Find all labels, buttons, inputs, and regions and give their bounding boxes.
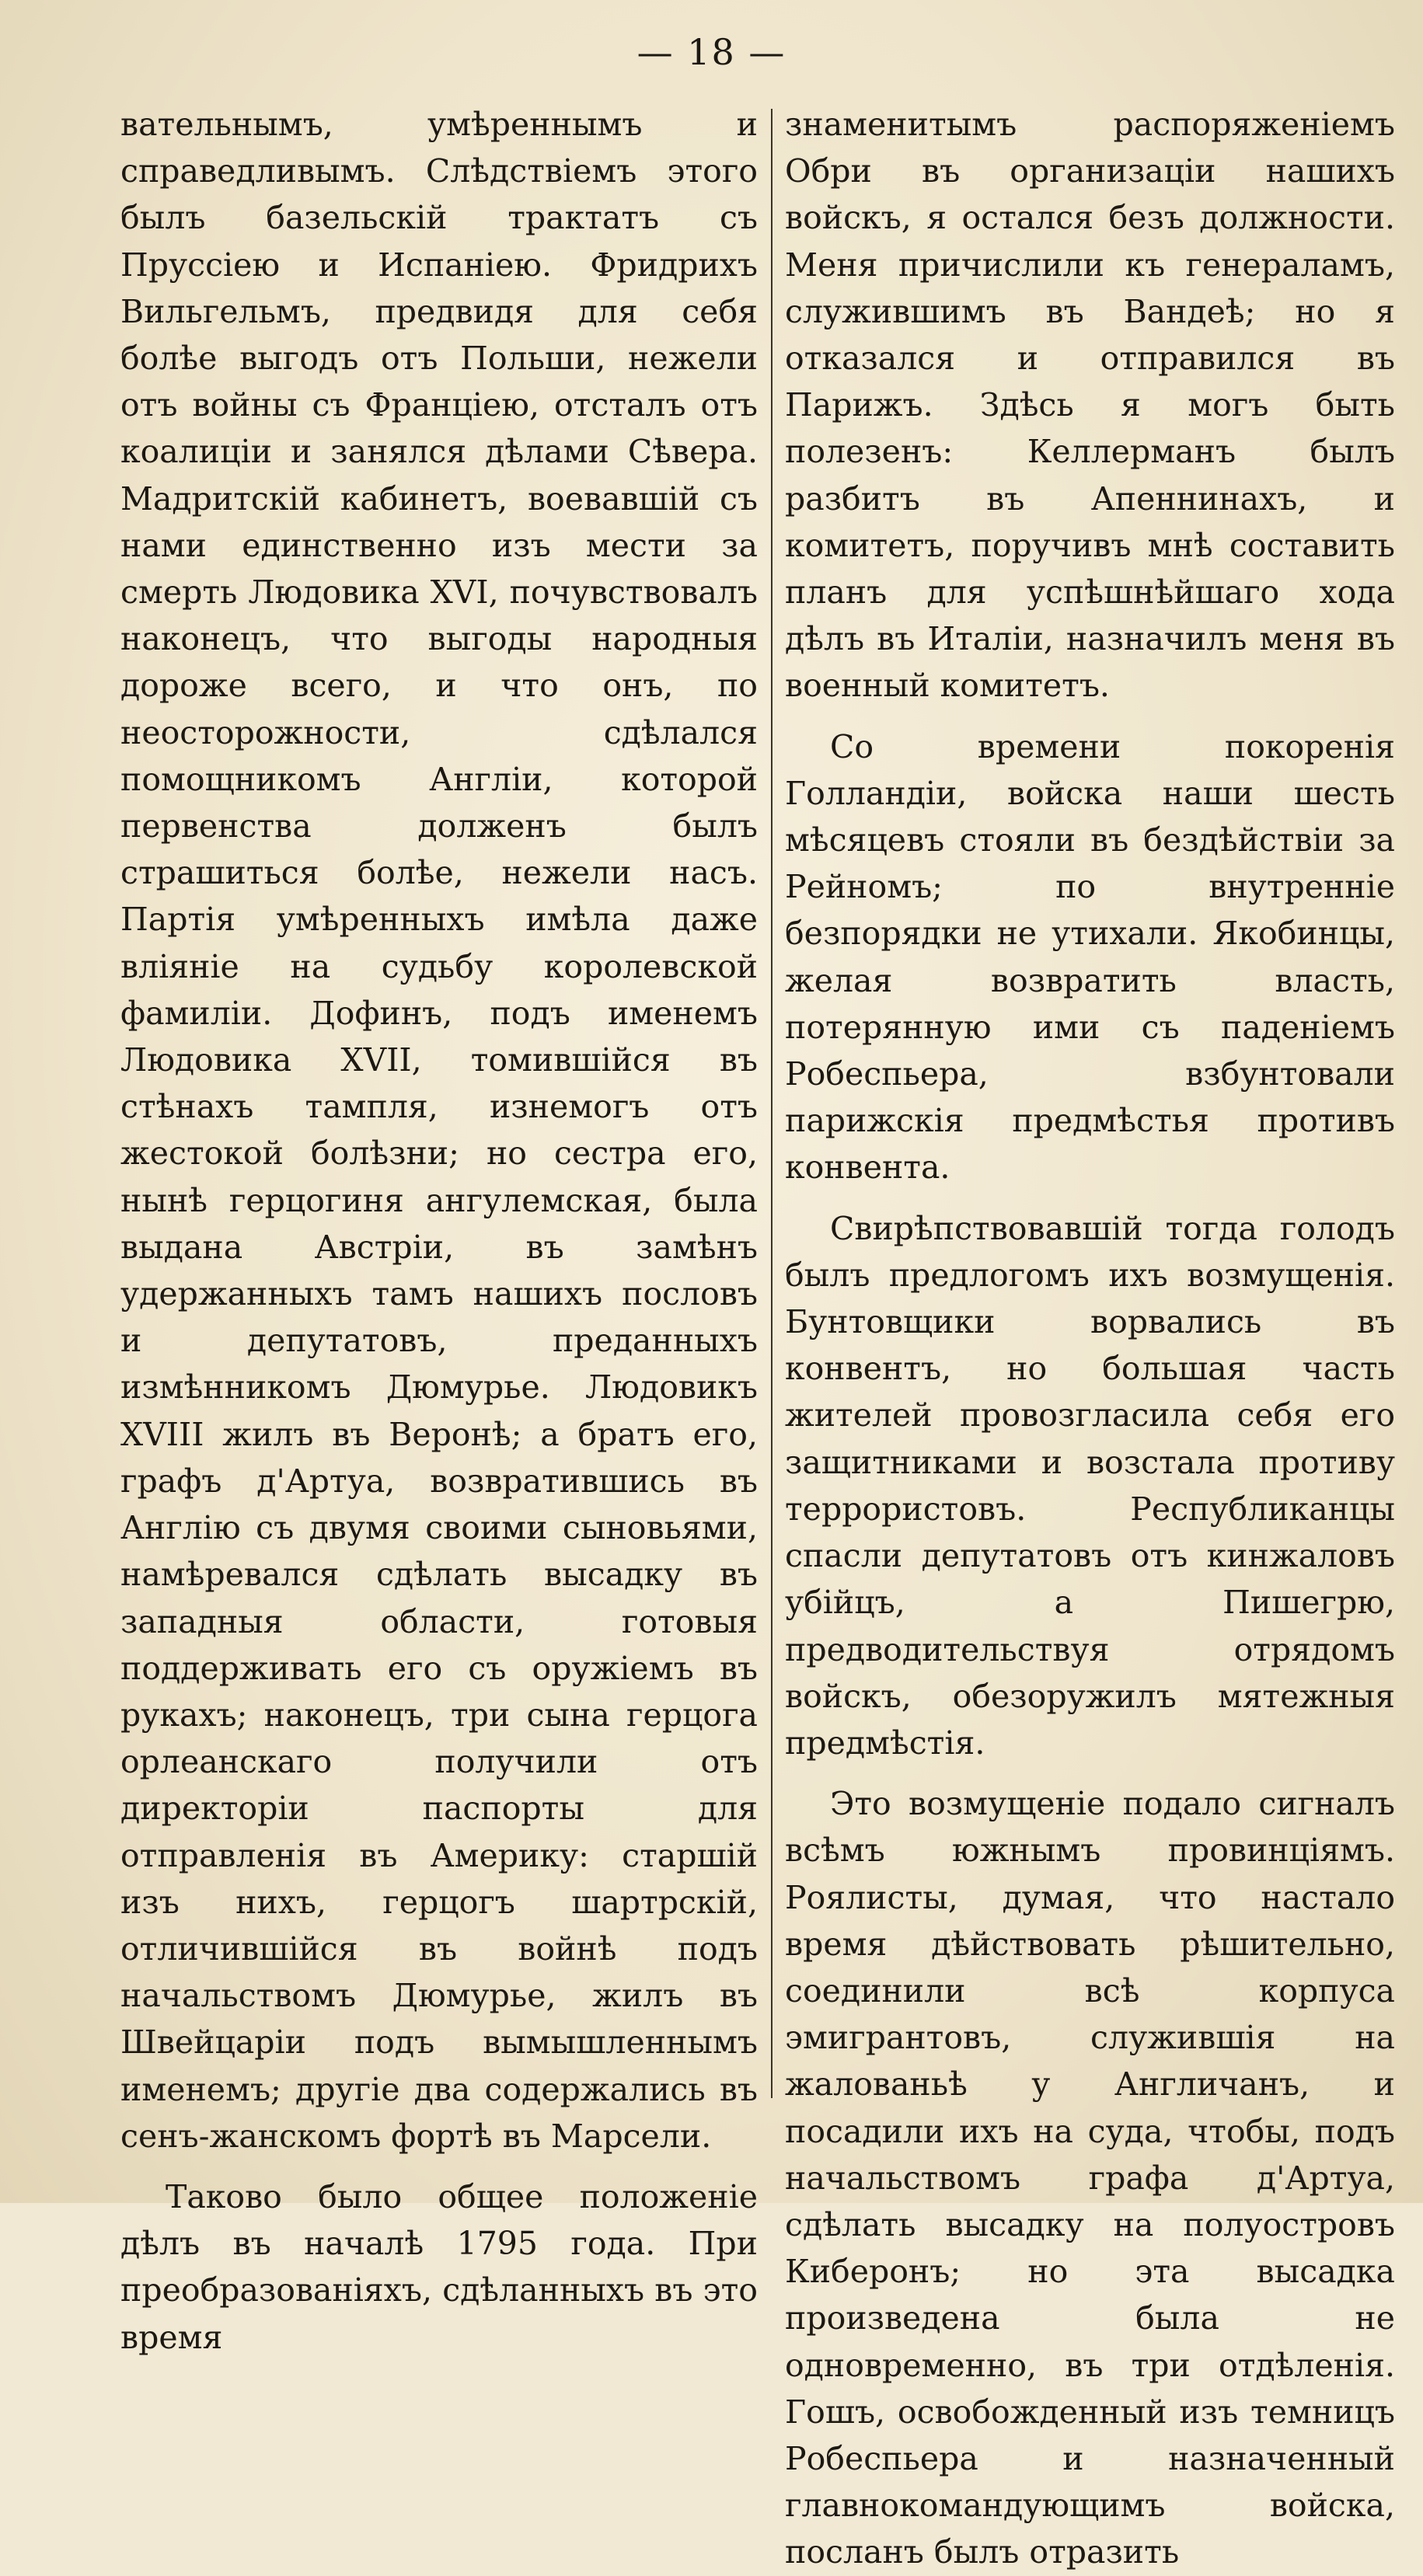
paragraph: Свирѣпствовавшій тогда голодъ былъ предлогомъ ихъ возмущенія. Бунтовщики ворвались въ конвентъ, но большая часть жителей провозгласила себя его защитниками и возстала противу террористовъ. Республиканцы спасли депутатовъ отъ кинжаловъ убійцъ, а Пишегрю, предводительствуя отрядомъ войскъ, обезоружилъ мятежныя предмѣстія. bbox=[785, 1209, 1395, 1762]
column-divider bbox=[771, 109, 773, 2098]
paragraph: знаменитымъ распоряженіемъ Обри въ организаціи нашихъ войскъ, я остался безъ должности. Меня причислили къ генераламъ, служившимъ въ Вандеѣ; но я отказался и отправился въ Парижъ. Здѣсь я могъ быть полезенъ: Келлерманъ былъ разбитъ въ Апеннинахъ, и комитетъ, поручивъ мнѣ составить планъ для успѣшнѣйшаго хода дѣлъ въ Италіи, назначилъ меня въ военный комитетъ. bbox=[785, 106, 1395, 705]
left-column bbox=[120, 101, 758, 2361]
paragraph: Таково было общее положеніе дѣлъ въ началѣ 1795 года. При преобразованіяхъ, сдѣланныхъ въ это время bbox=[120, 2177, 758, 2356]
right-column bbox=[785, 101, 1395, 2576]
paragraph: Это возмущеніе подало сигналъ всѣмъ южнымъ провинціямъ. Роялисты, думая, что настало время дѣйствовать рѣшительно, соединили всѣ корпуса эмигрантовъ, служившія на жалованьѣ у Англичанъ, и посадили ихъ на суда, чтобы, подъ начальствомъ графа д'Артуа, сдѣлать высадку на полуостровъ Киберонъ; но эта высадка произведена была не одновременно, въ три отдѣленія. Гошъ, освобожденный изъ темницъ Робеспьера и назначенный главнокомандующимъ войска, посланъ былъ отразить bbox=[785, 1785, 1395, 2571]
paragraph: Со времени покоренія Голландіи, войска наши шесть мѣсяцевъ стояли въ бездѣйствіи за Рейномъ; по внутренніе безпорядки не утихали. Якобинцы, желая возвратить власть, потерянную ими съ паденіемъ Робеспьера, взбунтовали парижскія предмѣстья противъ конвента. bbox=[785, 727, 1395, 1187]
paragraph: вательнымъ, умѣреннымъ и справедливымъ. Слѣдствіемъ этого былъ базельскій трактатъ съ Пруссіею и Испаніею. Фридрихъ Вильгельмъ, предвидя для себя болѣе выгодъ отъ Польши, нежели отъ войны съ Франціею, отсталъ отъ коалиціи и занялся дѣлами Сѣвера. Мадритскій кабинетъ, воевавшій съ нами единственно изъ мести за смерть Людовика XVI, почувствовалъ наконецъ, что выгоды народныя дороже всего, и что онъ, по неосторожности, сдѣлался помощникомъ Англіи, которой первенства долженъ былъ страшиться болѣе, нежели насъ. Партія умѣренныхъ имѣла даже вліяніе на судьбу королевской фамиліи. Дофинъ, подъ именемъ Людовика XVII, томившійся въ стѣнахъ тампля, изнемогъ отъ жестокой болѣзни; но сестра его, нынѣ герцогиня ангулемская, была выдана Австріи, въ замѣнъ удержанныхъ тамъ нашихъ пословъ и депутатовъ, преданныхъ измѣнникомъ Дюмурье. Людовикъ XVIII жилъ въ Веронѣ; а братъ его, графъ д'Артуа, возвратившись въ Англію съ двумя своими сыновьями, намѣревался сдѣлать высадку въ западныя области, готовыя поддерживать его съ оружіемъ въ рукахъ; наконецъ, три сына герцога орлеанскаго получили отъ директоріи паспорты для отправленія въ Америку: старшій изъ нихъ, герцогъ шартрскій, отличившійся въ войнѣ подъ начальствомъ Дюмурье, жилъ въ Швейцаріи подъ вымышленнымъ именемъ; другіе два содержались въ сенъ-жанскомъ фортѣ въ Марсели. bbox=[120, 106, 758, 2155]
page-number: — 18 — bbox=[637, 31, 786, 73]
